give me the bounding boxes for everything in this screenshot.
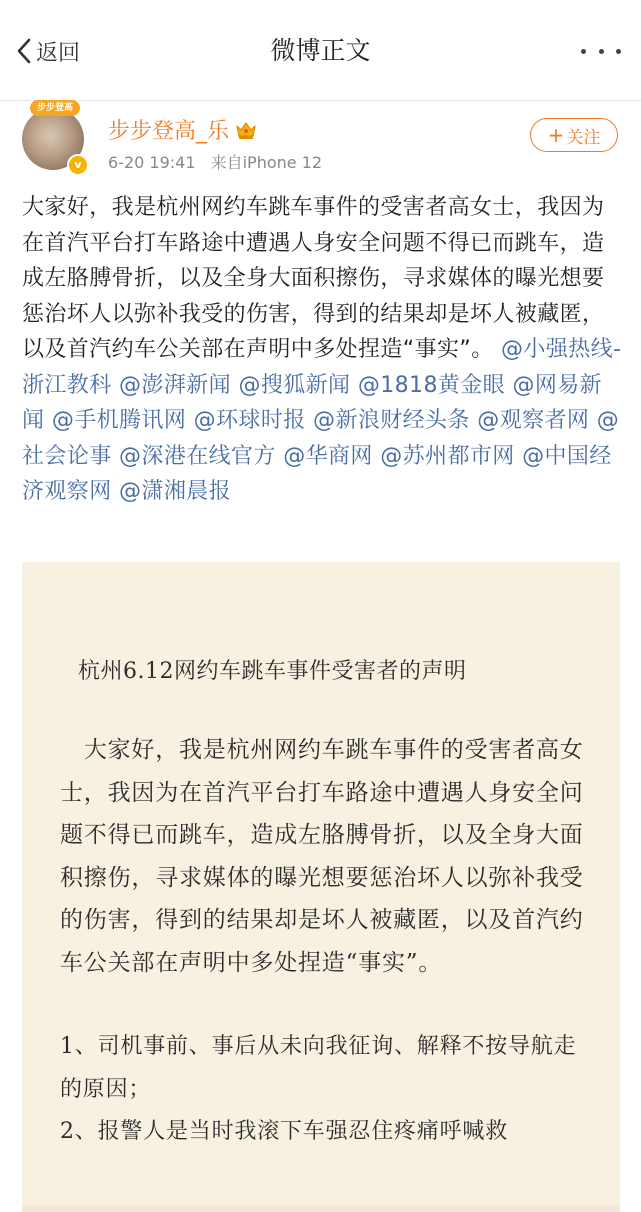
dot-icon [616,49,621,54]
page-title: 微博正文 [270,36,371,65]
more-options-button[interactable] [581,44,621,58]
statement-point: 1、司机事前、事后从未向我征询、解释不按导航走的原因； [60,1034,577,1102]
plus-icon: + [547,123,565,147]
mention-link[interactable]: @苏州都市网 [380,443,515,469]
statement-point: 2、报警人是当时我滚下车强忍住疼痛呼喊救 [60,1119,508,1144]
username[interactable]: 步步登高_乐 [108,119,230,144]
mention-link[interactable]: @中国经济观察网 [22,443,612,504]
mention-link[interactable]: @社会论事 [22,408,620,469]
mention-link[interactable]: @环球时报 [193,408,306,433]
mention-link[interactable]: @深港在线官方 [119,443,276,469]
post-meta [108,150,322,173]
avatar-sticker: 步步登高 [30,100,80,116]
follow-label: 关注 [566,127,601,148]
dot-icon [599,49,604,54]
statement-body-text: 大家好，我是杭州网约车跳车事件的受害者高女士，我因为在首汽平台打车路途中遭遇人身安全问题不得已而跳车，造成左胳膊骨折，以及全身大面积擦伤，寻求媒体的曝光想要惩治坏人以弥补我受的伤害，得到的结果却是坏人被藏匿，以及首汽约车公关部在声明中多处捏造“事实”。 [60,737,584,976]
mention-link[interactable]: @华商网 [283,443,373,469]
mention-link[interactable]: @手机腾讯网 [51,408,187,433]
follow-button[interactable] [530,118,618,152]
statement-title: 杭州6.12网约车跳车事件受害者的声明 [78,659,467,684]
username-row [108,114,257,145]
back-label: 返回 [36,40,81,66]
post-time: 6-20 19:41 [108,153,196,172]
mention-link[interactable]: @新浪财经头条 [313,408,470,433]
post-author-header [22,103,622,178]
statement-document [60,654,590,1154]
mention-link[interactable]: @搜狐新闻 [238,372,351,398]
statement-body [60,729,590,984]
statement-points [60,1026,590,1154]
post-body: 大家好，我是杭州网约车跳车事件的受害者高女士，我因为在首汽平台打车路途中遭遇人身安全问题不得已而跳车，造成左胳膊骨折，以及全身大面积擦伤，寻求媒体的曝光想要惩治坏人以弥补我受的伤害，得到的结果却是坏人被藏匿，以及首汽约车公关部在声明中多处捏造“事实”。 [22,195,605,362]
mention-list [22,337,621,504]
mention-link[interactable]: @小强热线-浙江教科 [22,337,622,398]
dot-icon [581,49,586,54]
crown-icon [235,120,257,140]
post-text [22,190,622,510]
mention-link[interactable]: @澎湃新闻 [119,372,232,398]
mention-link[interactable]: @1818黄金眼 [357,372,506,398]
post-image[interactable] [22,562,620,1212]
mention-link[interactable]: @观察者网 [477,408,590,433]
image-edge [22,1206,620,1212]
mention-link[interactable]: @潇湘晨报 [119,479,232,504]
post-source: 来自iPhone 12 [210,153,323,172]
navigation-bar [0,0,641,101]
verified-badge-icon: v [67,154,89,176]
mention-link[interactable]: @网易新闻 [22,372,603,433]
